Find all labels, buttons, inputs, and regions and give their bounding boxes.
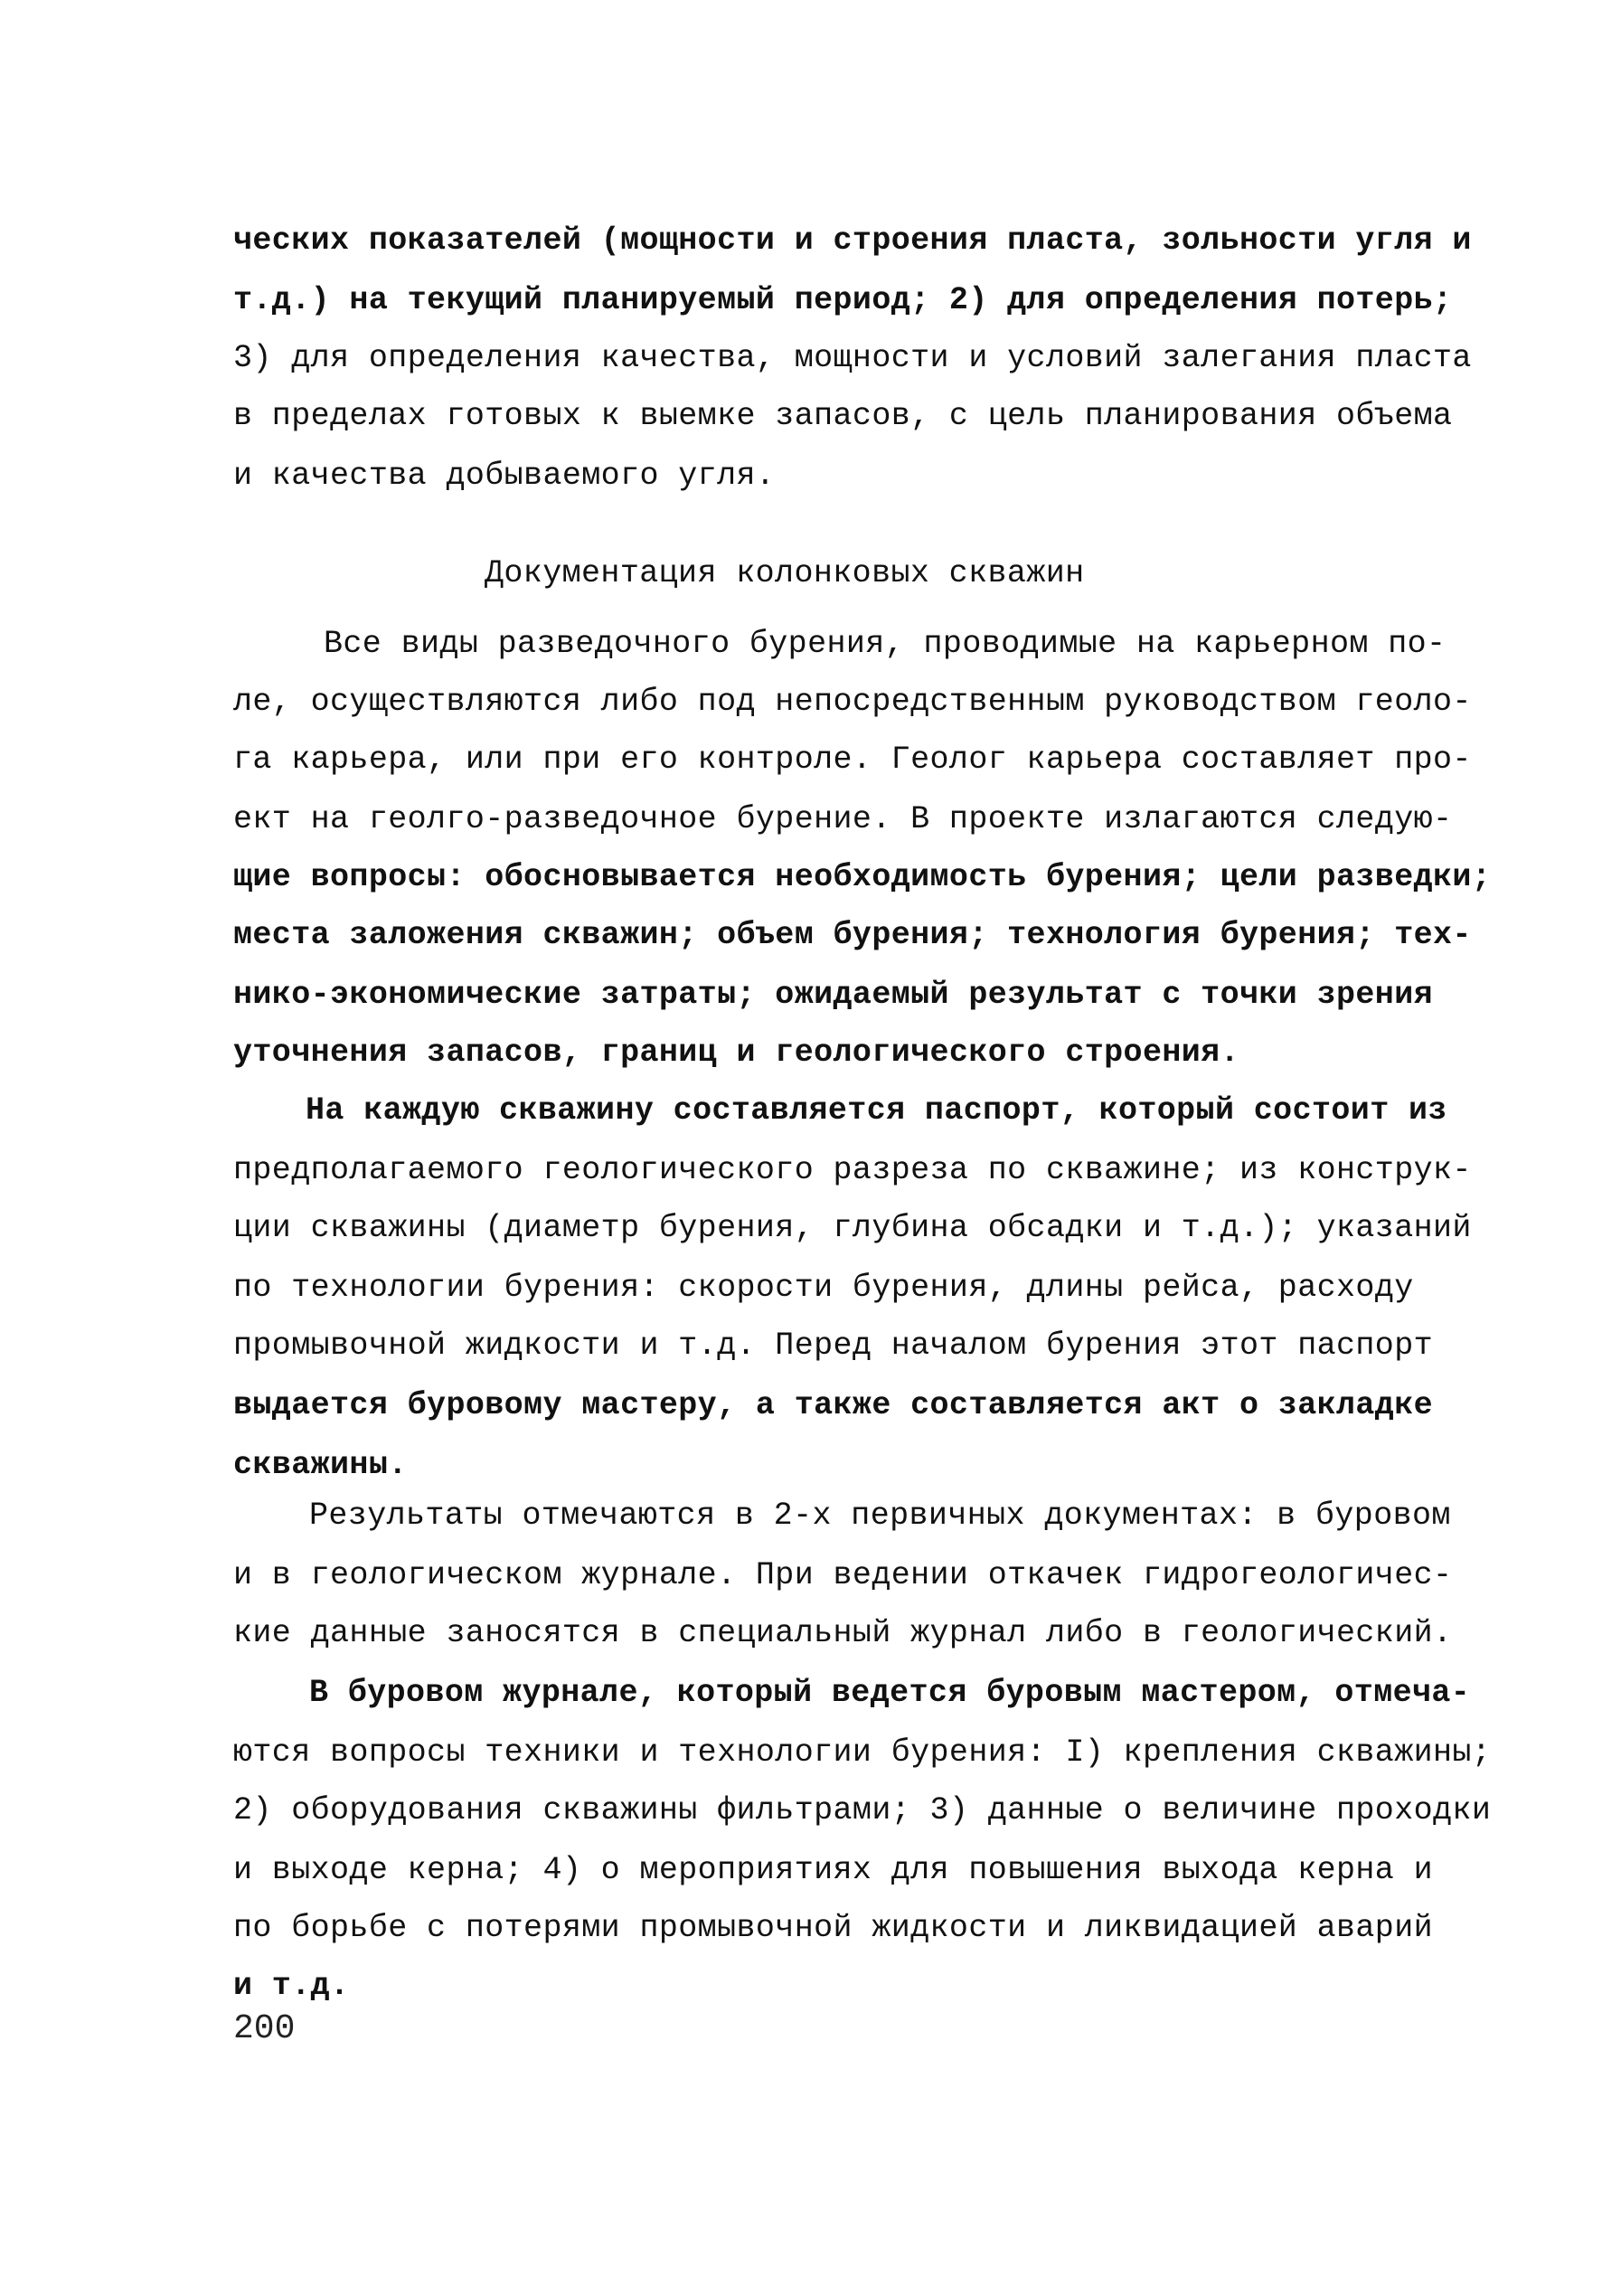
text-line: га карьера, или при его контроле. Геолог карьера составляет про-: [233, 742, 1472, 778]
text-line: уточнения запасов, границ и геологического строения.: [233, 1035, 1239, 1071]
text-line: в пределах готовых к выемке запасов, с цель планирования объема: [233, 398, 1453, 434]
text-line: и т.д.: [233, 1968, 350, 2004]
text-line: 3) для определения качества, мощности и условий залегания пласта: [233, 340, 1472, 376]
text-line: выдается буровому мастеру, а также составляется акт о закладке: [233, 1387, 1434, 1423]
text-line: Результаты отмечаются в 2-х первичных документах: в буровом: [309, 1498, 1451, 1534]
text-line: и в геологическом журнале. При ведении откачек гидрогеологичес-: [233, 1557, 1453, 1593]
text-line: Все виды разведочного бурения, проводимые на карьерном по-: [324, 626, 1447, 662]
text-line: В буровом журнале, который ведется буровым мастером, отмеча-: [309, 1675, 1471, 1711]
text-line: и качества добываемого угля.: [233, 458, 776, 494]
text-line: ции скважины (диаметр бурения, глубина обсадки и т.д.); указаний: [233, 1210, 1472, 1246]
text-line: предполагаемого геологического разреза по скважине; из конструк-: [233, 1152, 1472, 1188]
text-line: скважины.: [233, 1447, 408, 1483]
text-line: места заложения скважин; объем бурения; технология бурения; тех-: [233, 917, 1472, 953]
page-number: 200: [233, 2009, 296, 2048]
text-line: по борьбе с потерями промывочной жидкости и ликвидацией аварий: [233, 1910, 1434, 1946]
text-line: кие данные заносятся в специальный журнал либо в геологический.: [233, 1615, 1453, 1651]
text-line: ект на геолго-разведочное бурение. В проекте излагаются следую-: [233, 801, 1453, 837]
text-line: ческих показателей (мощности и строения пласта, зольности угля и: [233, 222, 1472, 259]
text-line: нико-экономические затраты; ожидаемый результат с точки зрения: [233, 977, 1434, 1013]
text-line: 2) оборудования скважины фильтрами; 3) данные о величине проходки: [233, 1792, 1492, 1828]
text-line: ются вопросы техники и технологии бурения: I) крепления скважины;: [233, 1734, 1492, 1771]
text-line: по технологии бурения: скорости бурения, длины рейса, расходу: [233, 1270, 1414, 1306]
text-line: и выходе керна; 4) о мероприятиях для повышения выхода керна и: [233, 1852, 1434, 1888]
text-line: т.д.) на текущий планируемый период; 2) для определения потерь;: [233, 282, 1453, 318]
text-line: На каждую скважину составляется паспорт, который состоит из: [306, 1092, 1447, 1129]
text-line: ле, осуществляются либо под непосредственным руководством геоло-: [233, 684, 1472, 720]
text-line: щие вопросы: обосновывается необходимость бурения; цели разведки;: [233, 859, 1492, 895]
section-heading: Документация колонковых скважин: [485, 555, 1085, 591]
text-line: промывочной жидкости и т.д. Перед началом бурения этот паспорт: [233, 1328, 1434, 1364]
